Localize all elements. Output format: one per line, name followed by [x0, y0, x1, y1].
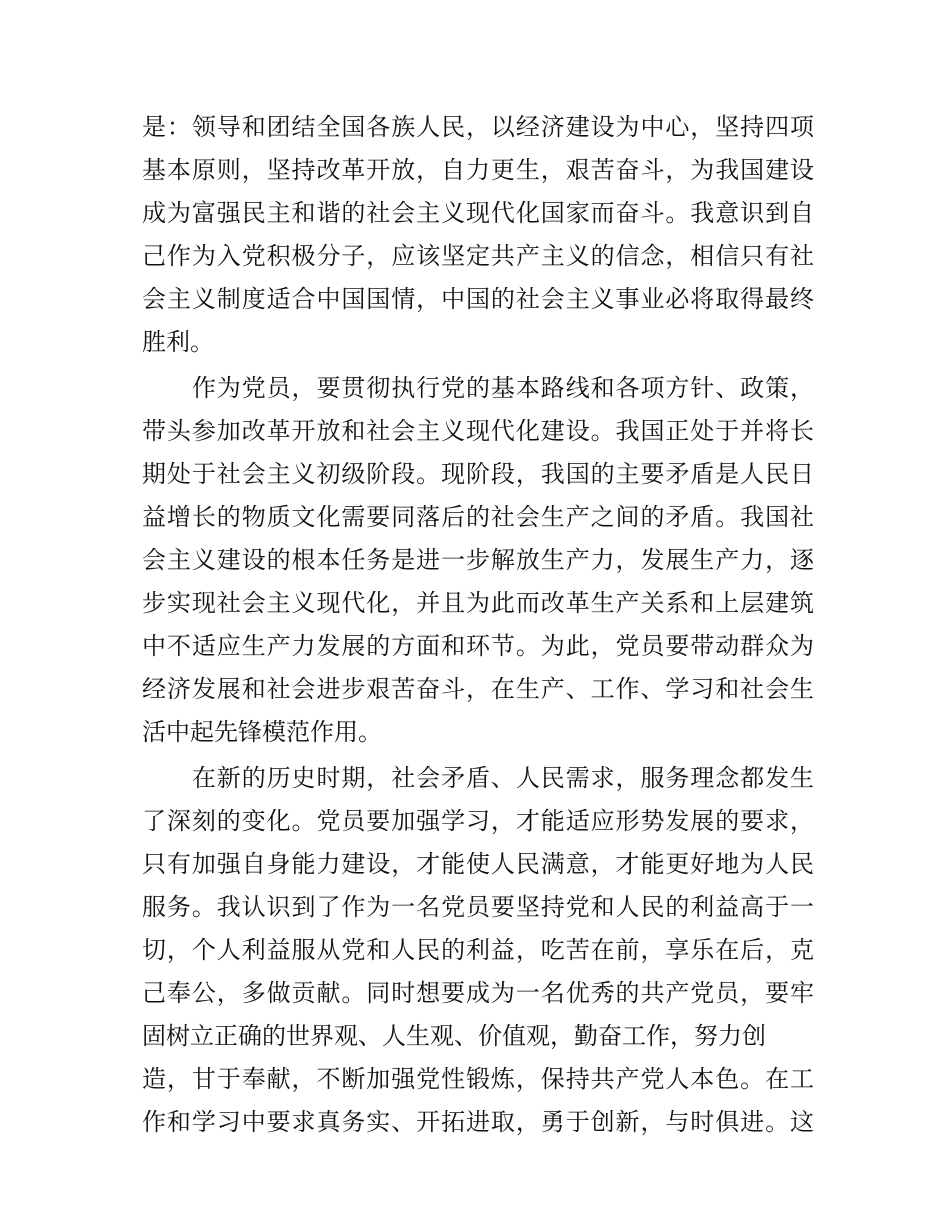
text-line: 会主义制度适合中国国情，中国的社会主义事业必将取得最终: [142, 285, 814, 313]
paragraph-2: [142, 367, 814, 754]
text-line: 成为富强民主和谐的社会主义现代化国家而奋斗。我意识到自: [142, 199, 814, 227]
text-line: 了深刻的变化。党员要加强学习，才能适应形势发展的要求，: [142, 807, 814, 835]
text-line: 活中起先锋模范作用。: [142, 718, 382, 746]
text-line: 会主义建设的根本任务是进一步解放生产力，发展生产力，逐: [142, 546, 814, 574]
paragraph-3: [142, 757, 814, 1144]
paragraph-1: [142, 106, 814, 364]
text-line: 益增长的物质文化需要同落后的社会生产之间的矛盾。我国社: [142, 503, 814, 531]
text-line: 胜利。: [142, 328, 214, 356]
text-line: 经济发展和社会进步艰苦奋斗，在生产、工作、学习和社会生: [142, 675, 814, 703]
text-line: 期处于社会主义初级阶段。现阶段，我国的主要矛盾是人民日: [142, 460, 814, 488]
text-line: 己奉公，多做贡献。同时想要成为一名优秀的共产党员，要牢: [142, 979, 814, 1007]
text-line: 造，甘于奉献，不断加强党性锻炼，保持共产党人本色。在工: [142, 1065, 814, 1093]
text-line: 步实现社会主义现代化，并且为此而改革生产关系和上层建筑: [142, 589, 814, 617]
text-line: 只有加强自身能力建设，才能使人民满意，才能更好地为人民: [142, 850, 814, 878]
text-line: 己作为入党积极分子，应该坚定共产主义的信念，相信只有社: [142, 242, 814, 270]
text-line: 基本原则，坚持改革开放，自力更生，艰苦奋斗，为我国建设: [142, 156, 814, 184]
text-line: 切，个人利益服从党和人民的利益，吃苦在前，享乐在后，克: [142, 936, 814, 964]
text-line: 服务。我认识到了作为一名党员要坚持党和人民的利益高于一: [142, 893, 814, 921]
document-body: [142, 106, 814, 1144]
text-line: 是：领导和团结全国各族人民，以经济建设为中心，坚持四项: [142, 113, 814, 141]
text-line: 作为党员，要贯彻执行党的基本路线和各项方针、政策，: [142, 374, 814, 402]
text-line: 在新的历史时期，社会矛盾、人民需求，服务理念都发生: [142, 764, 814, 792]
text-line: 带头参加改革开放和社会主义现代化建设。我国正处于并将长: [142, 417, 814, 445]
text-line: 固树立正确的世界观、人生观、价值观，勤奋工作，努力创: [142, 1022, 766, 1050]
text-line: 中不适应生产力发展的方面和环节。为此，党员要带动群众为: [142, 632, 814, 660]
text-line: 作和学习中要求真务实、开拓进取，勇于创新，与时俱进。这: [142, 1108, 814, 1136]
